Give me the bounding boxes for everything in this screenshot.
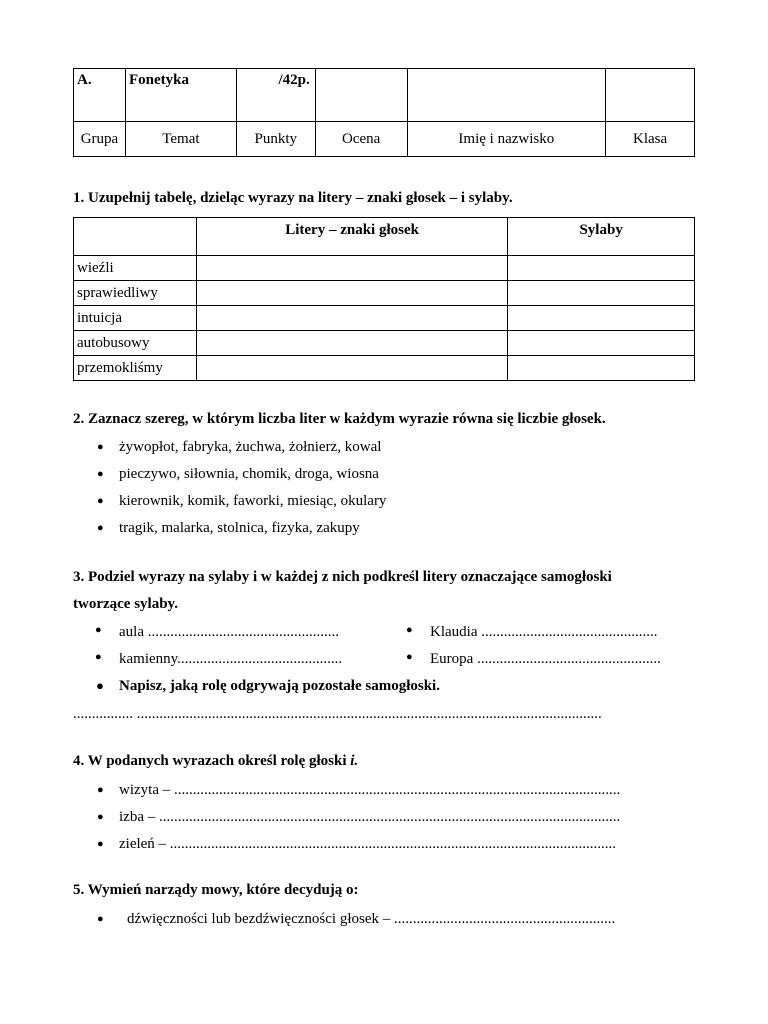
question-3-subtask [96, 678, 440, 695]
question-4-title-italic: i. [350, 753, 359, 769]
question-3-title-line2: tworzące sylaby. [73, 596, 178, 612]
answer-line-item[interactable] [73, 804, 695, 831]
word-cell: intuicja [74, 306, 197, 331]
syllables-answer-cell[interactable] [508, 356, 695, 381]
word-cell: sprawiedliwy [74, 281, 197, 306]
answer-line-text: zieleń – ....................................................................................................................... [119, 836, 617, 852]
word-with-blank: kamienny............................................ [119, 651, 343, 667]
bullet-icon: ● [97, 784, 104, 796]
label-punkty: Punkty [236, 122, 315, 157]
option-text: kierownik, komik, faworki, miesiąc, okulary [119, 493, 387, 509]
answer-line-text: izba – ........................................................................................................................... [119, 809, 621, 825]
word-cell: autobusowy [74, 331, 197, 356]
bullet-icon: ● [406, 651, 413, 663]
option-text: żywopłot, fabryka, żuchwa, żołnierz, kowal [119, 439, 382, 455]
label-klasa: Klasa [606, 122, 695, 157]
column-syllables-header: Sylaby [508, 218, 695, 256]
question-4-items [73, 777, 695, 858]
question-4-title [73, 753, 358, 770]
word-with-blank: Europa ................................................. [430, 651, 661, 667]
option-item[interactable] [73, 434, 386, 461]
section-letter: A. [74, 69, 126, 122]
header-table [73, 68, 695, 157]
answer-line-item[interactable] [73, 906, 695, 933]
question-1-title: 1. Uzupełnij tabelę, dzieląc wyrazy na litery – znaki głosek – i sylaby. [73, 190, 513, 206]
column-letters-header: Litery – znaki głosek [196, 218, 507, 256]
bullet-icon: ● [97, 441, 104, 453]
word-line-europa[interactable] [406, 651, 661, 668]
question-2-options [73, 434, 386, 542]
word-line-klaudia[interactable] [406, 624, 658, 641]
syllables-answer-cell[interactable] [508, 306, 695, 331]
syllables-answer-cell[interactable] [508, 281, 695, 306]
word-cell: przemokliśmy [74, 356, 197, 381]
bullet-icon: ● [96, 678, 104, 693]
option-text: tragik, malarka, stolnica, fizyka, zakupy [119, 520, 360, 536]
letters-answer-cell[interactable] [196, 356, 507, 381]
label-grupa: Grupa [74, 122, 126, 157]
question-4-title-text: 4. W podanych wyrazach określ rolę głoski [73, 753, 351, 769]
word-line-aula[interactable] [95, 624, 339, 641]
bullet-icon: ● [97, 838, 104, 850]
grade-cell [315, 69, 407, 122]
answer-line-text: wizyta – ....................................................................................................................... [119, 782, 621, 798]
option-item[interactable] [73, 488, 386, 515]
points-total: /42p. [236, 69, 315, 122]
label-imie-nazwisko: Imię i nazwisko [407, 122, 606, 157]
letters-answer-cell[interactable] [196, 306, 507, 331]
subtask-text: Napisz, jaką rolę odgrywają pozostałe samogłoski. [119, 678, 440, 694]
question-3-title-line1: 3. Podziel wyrazy na sylaby i w każdej z nich podkreśl litery oznaczające samogłoski [73, 569, 612, 585]
bullet-icon: ● [95, 651, 102, 663]
bullet-icon: ● [97, 913, 104, 925]
letters-answer-cell[interactable] [196, 256, 507, 281]
bullet-icon: ● [97, 811, 104, 823]
bullet-icon: ● [97, 522, 104, 534]
words-table [73, 217, 695, 381]
bullet-icon: ● [97, 495, 104, 507]
bullet-icon: ● [97, 468, 104, 480]
class-cell [606, 69, 695, 122]
name-cell [407, 69, 606, 122]
letters-answer-cell[interactable] [196, 331, 507, 356]
topic-name: Fonetyka [125, 69, 236, 122]
syllables-answer-cell[interactable] [508, 256, 695, 281]
label-ocena: Ocena [315, 122, 407, 157]
bullet-icon: ● [95, 624, 102, 636]
word-with-blank: aula ................................................... [119, 624, 339, 640]
word-line-kamienny[interactable] [95, 651, 343, 668]
corner-cell [74, 218, 197, 256]
answer-line-item[interactable] [73, 831, 695, 858]
word-with-blank: Klaudia ............................................... [430, 624, 658, 640]
question-3-answer-line[interactable]: ................ ............................................................................................................................ [73, 706, 602, 722]
letters-answer-cell[interactable] [196, 281, 507, 306]
syllables-answer-cell[interactable] [508, 331, 695, 356]
word-cell: wieźli [74, 256, 197, 281]
option-text: pieczywo, siłownia, chomik, droga, wiosna [119, 466, 379, 482]
question-5-title: 5. Wymień narządy mowy, które decydują o: [73, 882, 359, 898]
answer-line-item[interactable] [73, 777, 695, 804]
question-5-items [73, 906, 695, 933]
answer-line-text: dźwięczności lub bezdźwięczności głosek – ........................................................... [127, 911, 616, 927]
option-item[interactable] [73, 461, 386, 488]
label-temat: Temat [125, 122, 236, 157]
bullet-icon: ● [406, 624, 413, 636]
option-item[interactable] [73, 515, 386, 542]
question-2-title: 2. Zaznacz szereg, w którym liczba liter w każdym wyrazie równa się liczbie głosek. [73, 411, 606, 427]
